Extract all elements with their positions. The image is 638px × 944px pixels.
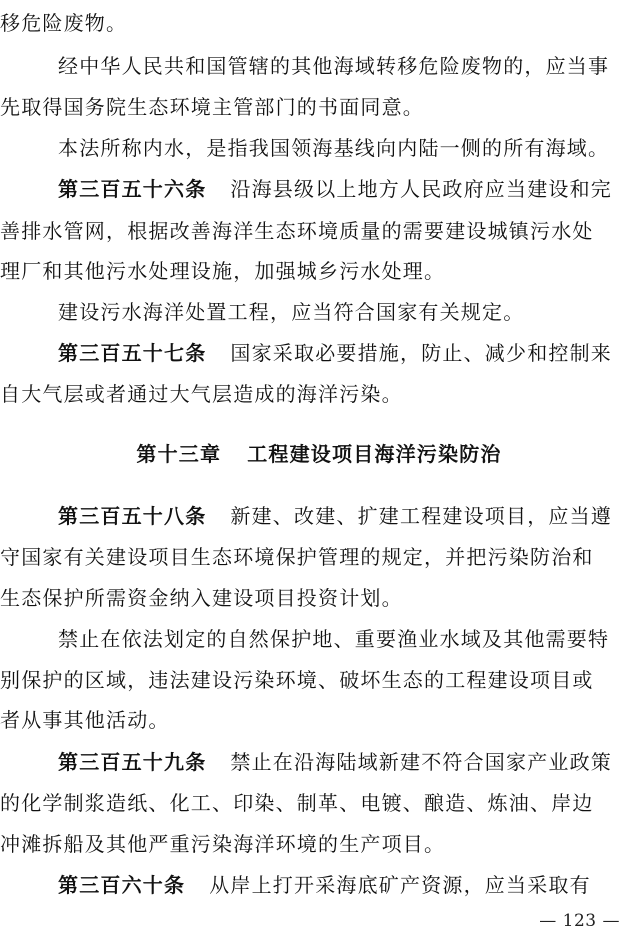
text-line: 建设污水海洋处置工程，应当符合国家有关规定。 (58, 300, 525, 324)
article-360-text: 从岸上打开采海底矿产资源，应当采取有 (209, 873, 591, 897)
article-356-first-line (0, 169, 638, 209)
article-358-first-line (0, 496, 638, 536)
article-357-first-line (0, 333, 638, 373)
page-number: — 123 — (539, 911, 620, 931)
article-357-title: 第三百五十七条 (58, 341, 207, 365)
article-359-title: 第三百五十九条 (58, 750, 207, 774)
chapter-heading (0, 434, 638, 474)
text-line: 生态保护所需资金纳入建设项目投资计划。 (0, 586, 403, 610)
article-356-title: 第三百五十六条 (58, 177, 207, 201)
article-357-text: 国家采取必要措施，防止、减少和控制来 (230, 341, 613, 365)
article-358-title: 第三百五十八条 (58, 504, 207, 528)
text-line: 者从事其他活动。 (0, 708, 170, 732)
chapter-number: 第十三章 (136, 442, 222, 466)
text-line: 别保护的区域，违法建设污染环境、破坏生态的工程建设项目或 (0, 668, 594, 692)
text-line: 的化学制浆造纸、化工、印染、制革、电镀、酿造、炼油、岸边 (0, 791, 594, 815)
text-line: 理厂和其他污水处理设施，加强城乡污水处理。 (0, 259, 446, 283)
article-356-text: 沿海县级以上地方人民政府应当建设和完 (230, 177, 613, 201)
text-line: 冲滩拆船及其他严重污染海洋环境的生产项目。 (0, 832, 446, 856)
text-line: 先取得国务院生态环境主管部门的书面同意。 (0, 95, 424, 119)
text-line: 移危险废物。 (0, 11, 128, 35)
article-358-text: 新建、改建、扩建工程建设项目，应当遵 (230, 504, 613, 528)
article-360-first-line (0, 865, 638, 905)
chapter-title: 工程建设项目海洋污染防治 (247, 442, 502, 466)
article-359-first-line (0, 742, 638, 782)
article-360-title: 第三百六十条 (58, 873, 186, 897)
text-line: 自大气层或者通过大气层造成的海洋污染。 (0, 382, 403, 406)
text-line: 禁止在依法划定的自然保护地、重要渔业水域及其他需要特 (58, 627, 610, 651)
text-line: 守国家有关建设项目生态环境保护管理的规定，并把污染防治和 (0, 545, 594, 569)
text-line: 本法所称内水，是指我国领海基线向内陆一侧的所有海域。 (58, 136, 610, 160)
article-359-text: 禁止在沿海陆域新建不符合国家产业政策 (230, 750, 613, 774)
text-line: 经中华人民共和国管辖的其他海域转移危险废物的，应当事 (58, 54, 610, 78)
text-line: 善排水管网，根据改善海洋生态环境质量的需要建设城镇污水处 (0, 219, 594, 243)
